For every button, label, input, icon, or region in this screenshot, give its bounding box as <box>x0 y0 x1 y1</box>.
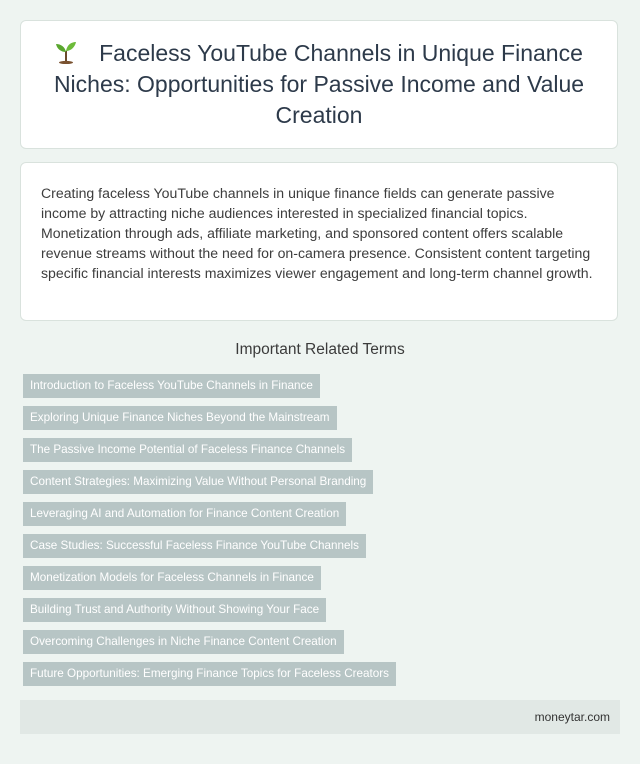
title-card <box>20 20 618 149</box>
page-title-text: Faceless YouTube Channels in Unique Finance Niches: Opportunities for Passive Income and Value Creation <box>53 40 585 128</box>
related-term-tag[interactable]: Overcoming Challenges in Niche Finance Content Creation <box>23 630 344 654</box>
related-term-tag[interactable]: Monetization Models for Faceless Channels in Finance <box>23 566 321 590</box>
footer <box>20 700 620 734</box>
related-term-tag[interactable]: The Passive Income Potential of Faceless Finance Channels <box>23 438 352 462</box>
related-term-tag[interactable]: Future Opportunities: Emerging Finance Topics for Faceless Creators <box>23 662 396 686</box>
related-term-tag[interactable]: Content Strategies: Maximizing Value Without Personal Branding <box>23 470 373 494</box>
sprout-icon <box>55 40 77 64</box>
related-term-tag[interactable]: Building Trust and Authority Without Showing Your Face <box>23 598 326 622</box>
related-term-tag[interactable]: Introduction to Faceless YouTube Channels in Finance <box>23 374 320 398</box>
page-title <box>39 38 599 131</box>
related-term-tag[interactable]: Case Studies: Successful Faceless Finance YouTube Channels <box>23 534 366 558</box>
related-term-tag[interactable]: Leveraging AI and Automation for Finance Content Creation <box>23 502 346 526</box>
related-term-tag[interactable]: Exploring Unique Finance Niches Beyond the Mainstream <box>23 406 337 430</box>
description-text: Creating faceless YouTube channels in unique finance fields can generate passive income by attracting niche audiences interested in specialized financial topics. Monetization through ads, affiliate marketing, and sponsored content offers scalable revenue streams without the need for on-camera presence. Consistent content targeting specific financial interests maximizes viewer engagement and long-term channel growth. <box>41 185 593 281</box>
related-terms-list <box>23 374 613 694</box>
description-card <box>20 162 618 321</box>
related-terms-heading: Important Related Terms <box>235 341 405 358</box>
footer-site-link[interactable]: moneytar.com <box>534 710 610 724</box>
